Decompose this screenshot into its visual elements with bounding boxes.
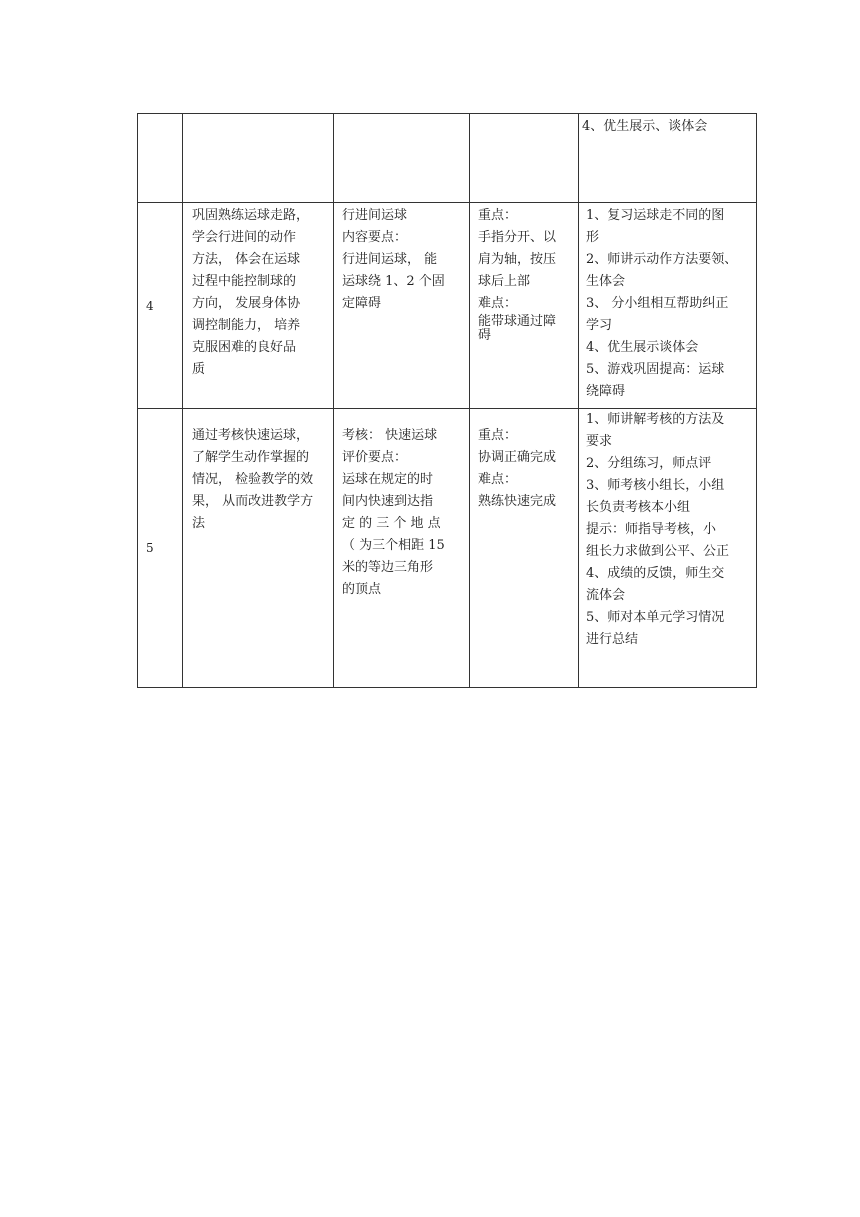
goal-line: 调控制能力， 培养 xyxy=(192,318,301,333)
content-line: 运球绕 1、2 个固 xyxy=(342,274,445,289)
table-row xyxy=(138,203,757,409)
step-line: 5、师对本单元学习情况 xyxy=(586,610,725,625)
goal-line: 法 xyxy=(192,516,206,531)
key-point-line: 难点： xyxy=(478,472,518,487)
step-line: 3、 分小组相互帮助纠正 xyxy=(586,296,729,311)
step-line: 要求 xyxy=(586,434,613,449)
key-point-line: 重点： xyxy=(478,208,518,223)
goal-line: 克服困难的良好品 xyxy=(192,340,297,355)
step-line: 形 xyxy=(586,230,600,245)
step-line: 提示：师指导考核，小 xyxy=(586,522,717,537)
lesson-number: 4 xyxy=(138,203,183,409)
content-line: 行进间运球 xyxy=(342,208,408,223)
content-line: 定障碍 xyxy=(342,296,382,311)
goal-line: 了解学生动作掌握的 xyxy=(192,450,310,465)
goal-line: 果， 从而改进教学方 xyxy=(192,494,314,509)
goal-cell xyxy=(183,203,334,409)
goal-line: 质 xyxy=(192,362,206,377)
goal-line: 过程中能控制球的 xyxy=(192,274,297,289)
content-cell xyxy=(334,203,470,409)
goal-line: 方法， 体会在运球 xyxy=(192,252,301,267)
goal-cell xyxy=(183,114,334,203)
content-line: 考核： 快速运球 xyxy=(342,428,438,443)
step-line: 组长力求做到公平、公正 xyxy=(586,544,730,559)
step-line: 绕障碍 xyxy=(586,384,626,399)
table-row xyxy=(138,114,757,203)
step-line: 流体会 xyxy=(586,588,626,603)
key-point-line: 难点： xyxy=(478,296,518,311)
step-line: 3、师考核小组长，小组 xyxy=(586,478,725,493)
step-line: 学习 xyxy=(586,318,613,333)
key-point-line: 碍 xyxy=(478,328,492,343)
key-points-cell xyxy=(470,409,579,688)
key-points-cell xyxy=(470,203,579,409)
content-cell xyxy=(334,409,470,688)
key-point-line: 肩为轴，按压 xyxy=(478,252,557,267)
content-line: 内容要点： xyxy=(342,230,408,245)
steps-cell xyxy=(579,409,757,688)
steps-cell xyxy=(579,114,757,203)
goal-line: 巩固熟练运球走路， xyxy=(192,208,310,223)
step-line: 2、师讲示动作方法要领、 xyxy=(586,252,738,267)
step-line: 生体会 xyxy=(586,274,626,289)
goal-line: 情况， 检验教学的效 xyxy=(192,472,314,487)
lesson-plan-table xyxy=(137,113,757,688)
key-point-line: 协调正确完成 xyxy=(478,450,557,465)
step-line: 进行总结 xyxy=(586,632,639,647)
step-line: 5、游戏巩固提高：运球 xyxy=(586,362,725,377)
content-line: 行进间运球， 能 xyxy=(342,252,438,267)
content-line: 定 的 三 个 地 点 xyxy=(342,516,441,531)
steps-cell xyxy=(579,203,757,409)
step-line: 1、师讲解考核的方法及 xyxy=(586,412,725,427)
step-line: 4、优生展示、谈体会 xyxy=(582,119,708,134)
goal-cell xyxy=(183,409,334,688)
content-line: 运球在规定的时 xyxy=(342,472,434,487)
key-point-line: 能带球通过障 xyxy=(478,314,557,329)
step-line: 4、优生展示谈体会 xyxy=(586,340,699,355)
key-points-cell xyxy=(470,114,579,203)
content-line: 间内快速到达指 xyxy=(342,494,434,509)
goal-line: 方向， 发展身体协 xyxy=(192,296,301,311)
goal-line: 学会行进间的动作 xyxy=(192,230,297,245)
key-point-line: 重点： xyxy=(478,428,518,443)
key-point-line: 球后上部 xyxy=(478,274,531,289)
content-line: （ 为三个相距 15 xyxy=(342,538,445,553)
step-line: 1、复习运球走不同的图 xyxy=(586,208,725,223)
key-point-line: 手指分开、以 xyxy=(478,230,557,245)
lesson-number: 5 xyxy=(138,409,183,688)
step-line: 2、分组练习，师点评 xyxy=(586,456,712,471)
content-cell xyxy=(334,114,470,203)
content-line: 米的等边三角形 xyxy=(342,560,434,575)
lesson-number xyxy=(138,114,183,203)
key-point-line: 熟练快速完成 xyxy=(478,494,557,509)
step-line: 长负责考核本小组 xyxy=(586,500,691,515)
goal-line: 通过考核快速运球， xyxy=(192,428,310,443)
content-line: 评价要点： xyxy=(342,450,408,465)
content-line: 的顶点 xyxy=(342,582,382,597)
table-row xyxy=(138,409,757,688)
step-line: 4、成绩的反馈，师生交 xyxy=(586,566,725,581)
